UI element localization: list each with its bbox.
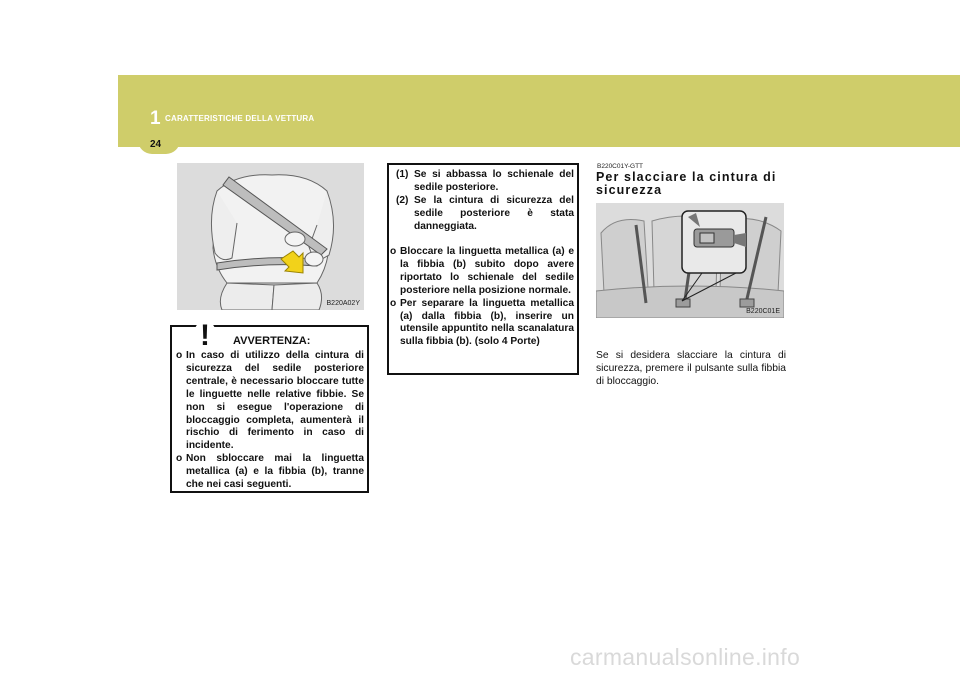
list-item-text: Per separare la linguetta metallica (a) dalla fibbia (b), inserire un utensile appuntito nella scanalatura sulla fibbia (b). (solo 4 Porte)	[400, 297, 574, 348]
warning-list	[176, 350, 364, 492]
exclamation-triangle-icon	[183, 312, 227, 350]
header-band	[118, 75, 960, 147]
list-item	[176, 453, 364, 492]
list-item	[176, 350, 364, 453]
belt-fastening-illustration	[177, 163, 364, 310]
list-item	[390, 246, 574, 298]
list-item-text: In caso di utilizzo della cintura di sicurezza del sedile posteriore centrale, è necessario bloccare tutte le linguette nelle relative fibbie. Se non si esegue l'operazione di bloccaggio completa, aumenterà il rischio di ferimento in caso di incidente.	[186, 350, 364, 452]
list-item	[390, 298, 574, 350]
chapter-title: CARATTERISTICHE DELLA VETTURA	[165, 114, 315, 123]
section-title: Per slacciare la cintura di sicurezza	[596, 170, 777, 197]
figure-code: B220A02Y	[326, 300, 360, 307]
page-header	[0, 0, 960, 160]
bullet: o	[176, 453, 183, 465]
svg-text:!: !	[200, 319, 210, 350]
numbered-list	[396, 169, 574, 234]
bullet: o	[390, 297, 397, 309]
page-number: 24	[150, 139, 162, 150]
warning-title: AVVERTENZA:	[233, 335, 311, 347]
item-number: (1)	[396, 169, 409, 180]
list-item-text: Se si abbassa lo schienale del sedile posteriore.	[414, 169, 574, 193]
figure-belt-fastening	[177, 163, 364, 310]
figure-buckle-release	[596, 203, 784, 318]
list-item-text: Bloccare la linguetta metallica (a) e la fibbia (b) subito dopo avere riportato lo schienale del sedile posteriore nella posizione normale.	[400, 246, 574, 296]
list-item	[396, 169, 574, 195]
watermark: carmanualsonline.info	[570, 644, 801, 670]
bullet: o	[390, 246, 397, 257]
section-code: B220C01Y-GTT	[597, 163, 644, 170]
rear-seat-buckle-illustration	[596, 203, 784, 318]
figure-code: B220C01E	[746, 308, 780, 315]
bullet-list	[390, 246, 574, 349]
list-item-text: Non sbloccare mai la linguetta metallica (a) e la fibbia (b), tranne che nei casi seguenti.	[186, 453, 364, 491]
body-paragraph: Se si desidera slacciare la cintura di sicurezza, premere il pulsante sulla fibbia di bloccaggio.	[596, 350, 786, 387]
item-number: (2)	[396, 194, 409, 206]
list-item-text: Se la cintura di sicurezza del sedile posteriore è stata danneggiata.	[414, 194, 574, 232]
chapter-number: 1	[150, 108, 161, 129]
list-item	[396, 195, 574, 234]
bullet: o	[176, 350, 183, 361]
